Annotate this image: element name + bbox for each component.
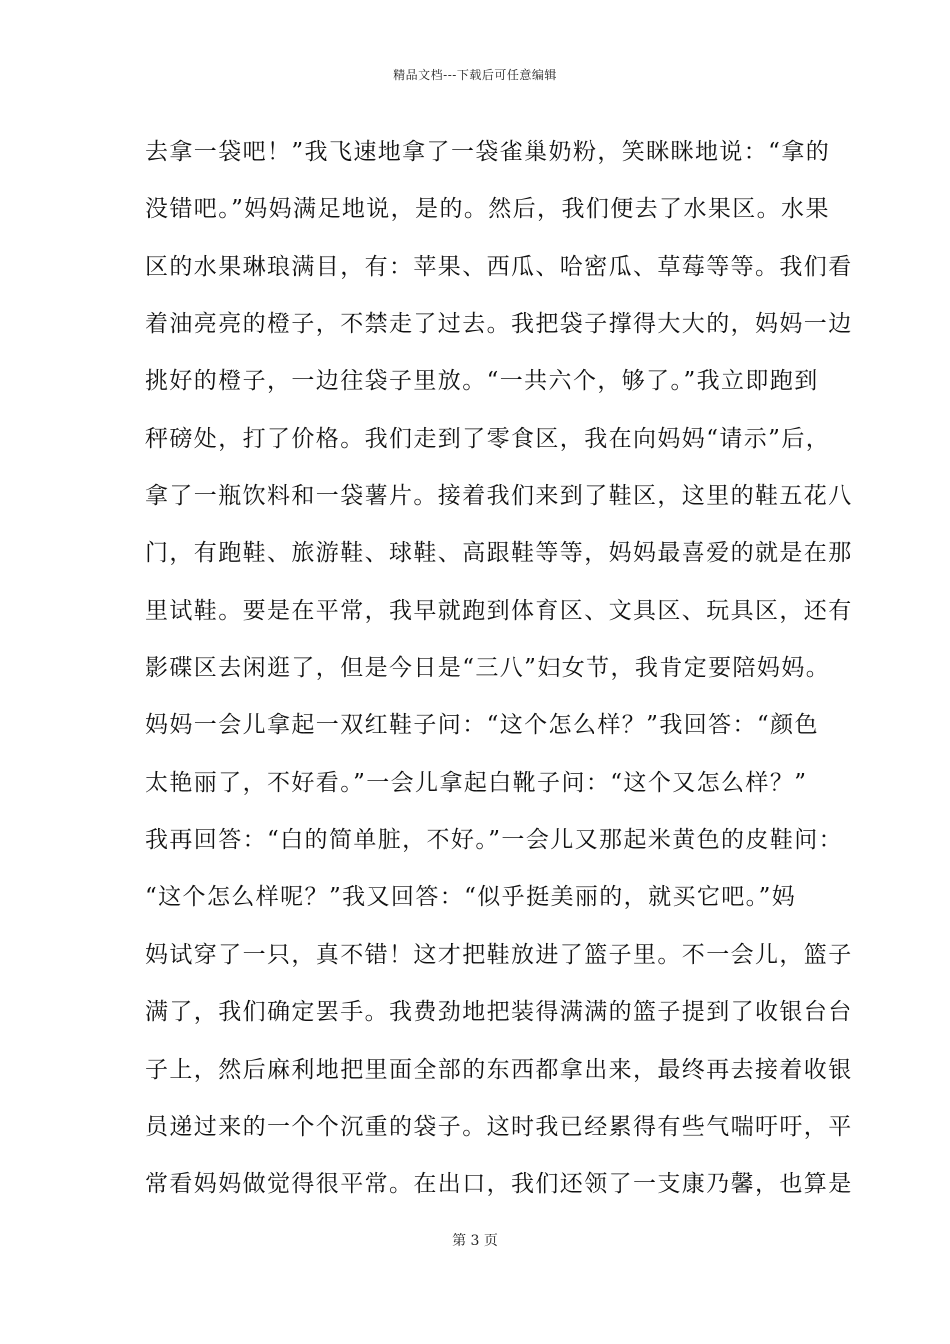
text-line: 里试鞋。要是在平常，我早就跑到体育区、文具区、玩具区，还有 — [145, 597, 853, 624]
text-line: 着油亮亮的橙子，不禁走了过去。我把袋子撑得大大的，妈妈一边 — [145, 311, 853, 338]
text-line: 满了，我们确定罢手。我费劲地把装得满满的篮子提到了收银台台 — [145, 999, 853, 1026]
text-line: 区的水果琳琅满目，有：苹果、西瓜、哈密瓜、草莓等等。我们看 — [145, 253, 853, 280]
text-line: 去拿一袋吧！”我飞速地拿了一袋雀巢奶粉，笑眯眯地说：“拿的 — [145, 139, 831, 165]
text-line: 挑好的橙子，一边往袋子里放。“一共六个，够了。”我立即跑到 — [145, 368, 819, 395]
text-line: 没错吧。”妈妈满足地说，是的。然后，我们便去了水果区。水果 — [145, 196, 830, 223]
text-line: 子上，然后麻利地把里面全部的东西都拿出来，最终再去接着收银 — [145, 1056, 853, 1083]
page-header: 精品文档---下载后可任意编辑 — [393, 68, 557, 82]
text-line: 门，有跑鞋、旅游鞋、球鞋、高跟鞋等等，妈妈最喜爱的就是在那 — [145, 540, 853, 567]
text-line: 妈试穿了一只，真不错！这才把鞋放进了篮子里。不一会儿，篮子 — [145, 941, 853, 968]
text-line: 员递过来的一个个沉重的袋子。这时我已经累得有些气喘吁吁，平 — [145, 1113, 853, 1140]
text-line: 影碟区去闲逛了，但是今日是“三八”妇女节，我肯定要陪妈妈。 — [145, 655, 831, 682]
text-line: 常看妈妈做觉得很平常。在出口，我们还领了一支康乃馨，也算是 — [145, 1171, 853, 1198]
text-line: 太艳丽了，不好看。”一会儿拿起白靴子问：“这个又怎么样？” — [145, 769, 808, 796]
text-line: 秤磅处，打了价格。我们走到了零食区，我在向妈妈“请示”后， — [145, 425, 831, 452]
text-line: 拿了一瓶饮料和一袋薯片。接着我们来到了鞋区，这里的鞋五花八 — [145, 483, 853, 510]
text-line: “这个怎么样呢？”我又回答：“似乎挺美丽的，就买它吧。”妈 — [145, 884, 797, 911]
page-number: 第 3 页 — [452, 1233, 498, 1249]
text-line: 我再回答：“白的简单脏，不好。”一会儿又那起米黄色的皮鞋问： — [145, 827, 844, 854]
text-line: 妈妈一会儿拿起一双红鞋子问：“这个怎么样？”我回答：“颜色 — [145, 712, 819, 739]
body-text — [145, 130, 853, 1220]
